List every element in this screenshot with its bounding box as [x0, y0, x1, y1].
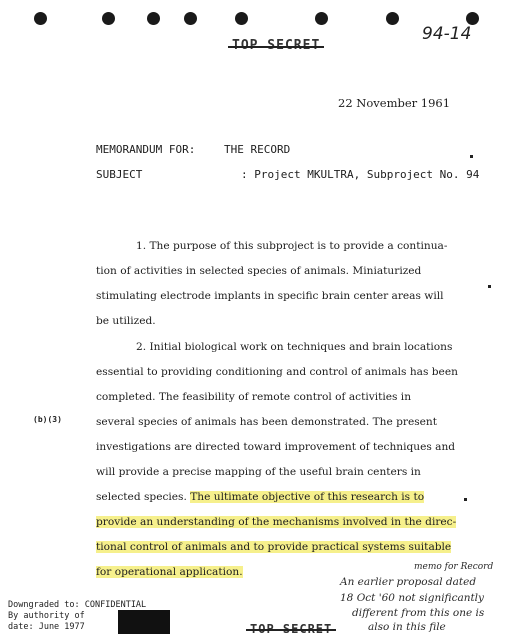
paragraph-line: 1. The purpose of this subproject is to provide a continua- [136, 240, 448, 252]
paragraph-line: 2. Initial biological work on techniques and brain locations [136, 341, 453, 353]
highlighted-text: tional control of animals and to provide practical systems suitable [96, 541, 452, 553]
highlighted-text: provide an understanding of the mechanisms involved in the direc- [96, 516, 457, 528]
scan-mark [488, 285, 491, 288]
handwritten-note-line: 18 Oct '60 not significantly [340, 592, 484, 604]
handwritten-note-line: memo for Record [414, 562, 494, 572]
document-number: 94-14 [422, 24, 472, 44]
paragraph-line: investigations are directed toward improvement of techniques and [96, 441, 456, 453]
paragraph-line: several species of animals has been demonstrated. The present [96, 416, 438, 428]
classification-stamp-bottom: TOP SECRET [250, 622, 333, 636]
subject-label: SUBJECT [96, 168, 143, 181]
redaction-code-label: (b)(3) [33, 415, 62, 424]
paragraph-line: completed. The feasibility of remote control of activities in [96, 391, 412, 403]
paragraph-line: tion of activities in selected species of animals. Miniaturized [96, 265, 422, 277]
memo-for-row [96, 143, 291, 156]
punch-hole [147, 12, 160, 25]
classification-stamp-top: TOP SECRET [232, 38, 321, 53]
punch-hole [34, 12, 47, 25]
punch-hole [315, 12, 328, 25]
punch-hole [184, 12, 197, 25]
highlighted-text: The ultimate objective of this research is to [190, 491, 425, 503]
scan-mark [470, 155, 473, 158]
punch-hole [102, 12, 115, 25]
highlighted-line [96, 510, 476, 535]
authority-line: By authority of [8, 611, 85, 621]
downgrade-line: Downgraded to: CONFIDENTIAL [8, 600, 147, 610]
punch-hole [386, 12, 399, 25]
subject-value: : Project MKULTRA, Subproject No. 94 [241, 168, 480, 181]
paragraph-text: selected species. [96, 491, 187, 503]
paragraph-line: will provide a precise mapping of the useful brain centers in [96, 466, 421, 478]
punch-hole [235, 12, 248, 25]
scan-mark [464, 498, 467, 501]
highlighted-line [96, 535, 476, 560]
paragraph-line: essential to providing conditioning and control of animals has been [96, 366, 458, 378]
paragraph-line: be utilized. [96, 315, 156, 327]
paragraph-2 [96, 335, 476, 585]
handwritten-note-line: An earlier proposal dated [340, 576, 477, 588]
memo-date: 22 November 1961 [338, 96, 451, 110]
handwritten-note-line: different from this one is [352, 607, 485, 619]
memo-for-value: THE RECORD [224, 143, 291, 156]
subject-row [96, 168, 480, 181]
downgrade-date-line: date: June 1977 [8, 622, 85, 632]
paragraph-line: stimulating electrode implants in specific brain center areas will [96, 290, 444, 302]
redaction-block [118, 610, 170, 634]
handwritten-note-line: also in this file [368, 621, 446, 633]
paragraph-line [96, 485, 476, 510]
highlighted-text: for operational application. [96, 566, 243, 578]
paragraph-1 [96, 234, 476, 334]
memo-for-label: MEMORANDUM FOR: [96, 143, 196, 156]
